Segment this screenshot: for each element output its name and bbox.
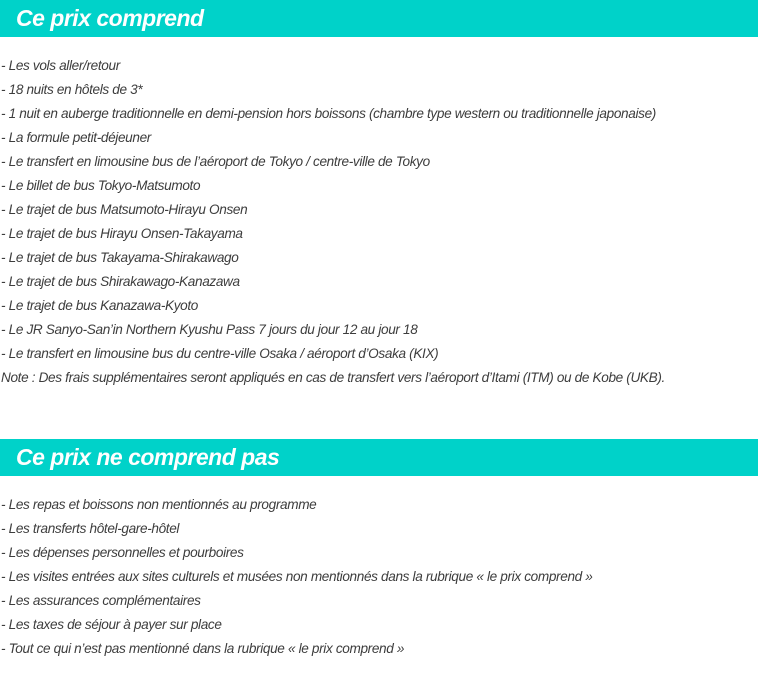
list-item: - La formule petit-déjeuner (1, 130, 151, 145)
list-item: - Les taxes de séjour à payer sur place (1, 617, 222, 632)
list-item: - Tout ce qui n’est pas mentionné dans la rubrique « le prix comprend » (1, 641, 405, 656)
excluded-heading: Ce prix ne comprend pas (0, 439, 758, 476)
excluded-list (0, 493, 758, 661)
list-item: - Les assurances complémentaires (1, 593, 201, 608)
list-item: - Le trajet de bus Kanazawa-Kyoto (1, 298, 199, 313)
list-item: - Les visites entrées aux sites culturels et musées non mentionnés dans la rubrique « le prix comprend » (1, 569, 593, 584)
list-item: - 1 nuit en auberge traditionnelle en demi-pension hors boissons (chambre type western ou traditionnelle japonaise) (1, 106, 656, 121)
included-list (0, 54, 758, 390)
list-item: - Les vols aller/retour (1, 58, 120, 73)
list-item: - 18 nuits en hôtels de 3* (1, 82, 143, 97)
list-item: - Le trajet de bus Hirayu Onsen-Takayama (1, 226, 243, 241)
list-item: - Le JR Sanyo-San’in Northern Kyushu Pass 7 jours du jour 12 au jour 18 (1, 322, 418, 337)
list-item: - Le trajet de bus Shirakawago-Kanazawa (1, 274, 240, 289)
list-item: - Les transferts hôtel-gare-hôtel (1, 521, 180, 536)
list-item: - Les repas et boissons non mentionnés au programme (1, 497, 317, 512)
list-item: - Le transfert en limousine bus de l’aéroport de Tokyo / centre-ville de Tokyo (1, 154, 430, 169)
list-item: - Les dépenses personnelles et pourboires (1, 545, 244, 560)
included-heading: Ce prix comprend (0, 0, 758, 37)
list-item: Note : Des frais supplémentaires seront appliqués en cas de transfert vers l’aéroport d’Itami (ITM) ou de Kobe (UKB). (1, 370, 665, 385)
list-item: - Le trajet de bus Takayama-Shirakawago (1, 250, 239, 265)
excluded-section (0, 439, 758, 661)
list-item: - Le transfert en limousine bus du centre-ville Osaka / aéroport d’Osaka (KIX) (1, 346, 439, 361)
list-item: - Le trajet de bus Matsumoto-Hirayu Onsen (1, 202, 248, 217)
list-item: - Le billet de bus Tokyo-Matsumoto (1, 178, 201, 193)
